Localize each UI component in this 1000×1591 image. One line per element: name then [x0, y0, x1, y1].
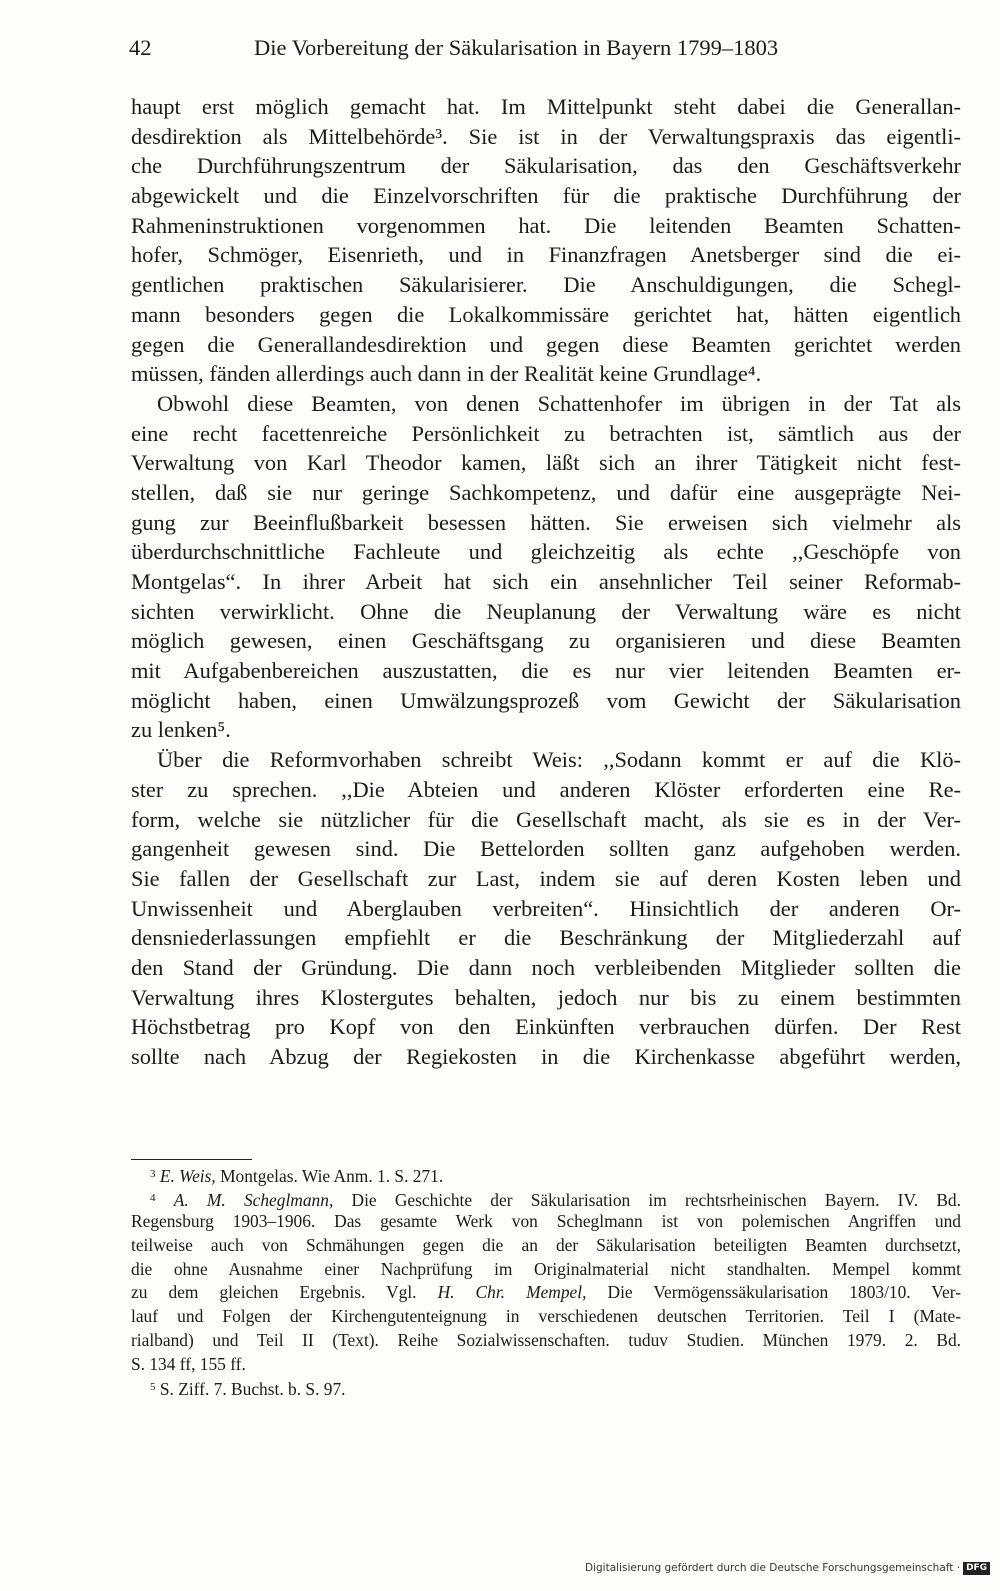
text-line: mit Aufgabenbereichen auszustatten, die es nur vier leitenden Beamten er-	[131, 658, 961, 684]
page-header	[129, 36, 961, 72]
text-line: densniederlassungen empfiehlt er die Beschränkung der Mitgliederzahl auf	[131, 925, 961, 951]
text-line: möglich gewesen, einen Geschäftsgang zu organisieren und diese Beamten	[131, 628, 961, 654]
text-line: möglicht haben, einen Umwälzungsprozeß vom Gewicht der Säkularisation	[131, 687, 961, 713]
text-line: Montgelas“. In ihrer Arbeit hat sich ein ansehnlicher Teil seiner Reformab-	[131, 569, 961, 594]
footnote-text: Die Geschichte der Säkularisation im rechtsrheinischen Bayern. IV. Bd.	[333, 1189, 961, 1210]
footnote-marker: 4	[150, 1191, 156, 1204]
dfg-logo: DFG	[963, 1562, 990, 1575]
footnote-line: teilweise auch von Schmähungen gegen die an der Säkularisation beteiligten Beamten durchsetzt,	[131, 1235, 961, 1256]
text-line: form, welche sie nützlicher für die Gesellschaft macht, als sie es in der Ver-	[131, 806, 961, 832]
footnote-text: S. Ziff. 7. Buchst. b. S. 97.	[159, 1379, 346, 1400]
text-line: eine recht facettenreiche Persönlichkeit zu betrachten ist, sämtlich aus der	[131, 420, 961, 446]
body-text	[131, 92, 961, 1072]
text-line: sollte nach Abzug der Regiekosten in die Kirchenkasse abgeführt werden,	[131, 1044, 961, 1069]
text-line: haupt erst möglich gemacht hat. Im Mittelpunkt steht dabei die Generallan-	[131, 94, 961, 119]
text-line: überdurchschnittliche Fachleute und gleichzeitig als echte ,,Geschöpfe von	[131, 539, 961, 565]
footnote-line: lauf und Folgen der Kirchengutenteignung in verschiedenen deutschen Territorien. Teil I (Mate-	[131, 1306, 961, 1327]
text-line: gung zur Beeinflußbarkeit besessen hätten. Sie erweisen sich vielmehr als	[131, 509, 961, 535]
footnote-5	[131, 1376, 961, 1400]
footnote-text: Montgelas. Wie Anm. 1. S. 271.	[215, 1166, 444, 1186]
footnote-3	[131, 1163, 961, 1187]
text-line: gegen die Generallandesdirektion und gegen diese Beamten gerichtet werden	[131, 331, 961, 357]
footnote-line: rialband) und Teil II (Text). Reihe Sozialwissenschaften. tuduv Studien. München 1979. 2. Bd.	[131, 1329, 961, 1350]
footnote-line: Regensburg 1903–1906. Das gesamte Werk von Scheglmann ist von polemischen Angriffen und	[131, 1211, 961, 1232]
text-line: den Stand der Gründung. Die dann noch verbleibenden Mitglieder sollten die	[131, 954, 961, 980]
digitization-text: Digitalisierung gefördert durch die Deutsche Forschungsgemeinschaft ·	[585, 1562, 961, 1574]
text-line: gentlichen praktischen Säkularisierer. Die Anschuldigungen, die Schegl-	[131, 272, 961, 298]
text-line: Sie fallen der Gesellschaft zur Last, indem sie auf deren Kosten leben und	[131, 865, 961, 891]
text-line: Über die Reformvorhaben schreibt Weis: ,,Sodann kommt er auf die Klö-	[157, 747, 961, 773]
footnote-4	[131, 1187, 961, 1211]
footnote-author: H. Chr. Mempel,	[437, 1282, 587, 1303]
text-line: Höchstbetrag pro Kopf von den Einkünften verbrauchen dürfen. Der Rest	[131, 1014, 961, 1040]
text-line: gangenheit gewesen sind. Die Bettelorden sollten ganz aufgehoben werden.	[131, 836, 961, 862]
text-line: stellen, daß sie nur geringe Sachkompetenz, und dafür eine ausgeprägte Nei-	[131, 479, 961, 505]
digitization-notice	[585, 1557, 988, 1579]
text-line: desdirektion als Mittelbehörde³. Sie ist in der Verwaltungspraxis das eigentli-	[131, 123, 961, 149]
footnote-marker: 3	[150, 1168, 156, 1180]
footnote-author: A. M. Scheglmann,	[173, 1189, 334, 1210]
footnotes	[131, 1163, 961, 1400]
page-number: 42	[129, 35, 152, 60]
footnote-line: S. 134 ff, 155 ff.	[131, 1353, 246, 1374]
footnote-divider	[131, 1159, 252, 1160]
text-line: ster zu sprechen. ,,Die Abteien und anderen Klöster erforderten eine Re-	[131, 776, 961, 802]
text-line: hofer, Schmöger, Eisenrieth, und in Finanzfragen Anetsberger sind die ei-	[131, 242, 961, 268]
footnote-text: zu dem gleichen Ergebnis. Vgl.	[131, 1282, 438, 1303]
running-title: Die Vorbereitung der Säkularisation in Bayern 1799–1803	[254, 35, 779, 60]
text-line: mann besonders gegen die Lokalkommissäre gerichtet hat, hätten eigentlich	[131, 301, 961, 327]
text-line: Rahmeninstruktionen vorgenommen hat. Die leitenden Beamten Schatten-	[131, 212, 961, 238]
text-line: Verwaltung von Karl Theodor kamen, läßt sich an ihrer Tätigkeit nicht fest-	[131, 450, 961, 476]
text-line: abgewickelt und die Einzelvorschriften für die praktische Durchführung der	[131, 183, 961, 209]
text-line: zu lenken⁵.	[131, 717, 231, 743]
footnote-line	[131, 1281, 961, 1305]
text-line: Unwissenheit und Aberglauben verbreiten“. Hinsichtlich der anderen Or-	[131, 895, 961, 921]
text-line: Verwaltung ihres Klostergutes behalten, jedoch nur bis zu einem bestimmten	[131, 984, 961, 1010]
footnote-text: Die Vermögenssäkularisation 1803/10. Ver-	[586, 1282, 961, 1303]
text-line: che Durchführungszentrum der Säkularisation, das den Geschäftsverkehr	[131, 153, 961, 179]
footnote-line: die ohne Ausnahme einer Nachprüfung im Originalmaterial nicht standhalten. Mempel kommt	[131, 1258, 961, 1279]
footnote-author: E. Weis,	[159, 1166, 216, 1186]
footnote-marker: 5	[150, 1381, 156, 1394]
text-line: sichten verwirklicht. Ohne die Neuplanung der Verwaltung wäre es nicht	[131, 598, 961, 624]
text-line: müssen, fänden allerdings auch dann in der Realität keine Grundlage⁴.	[131, 361, 762, 387]
text-line: Obwohl diese Beamten, von denen Schattenhofer im übrigen in der Tat als	[157, 390, 961, 416]
